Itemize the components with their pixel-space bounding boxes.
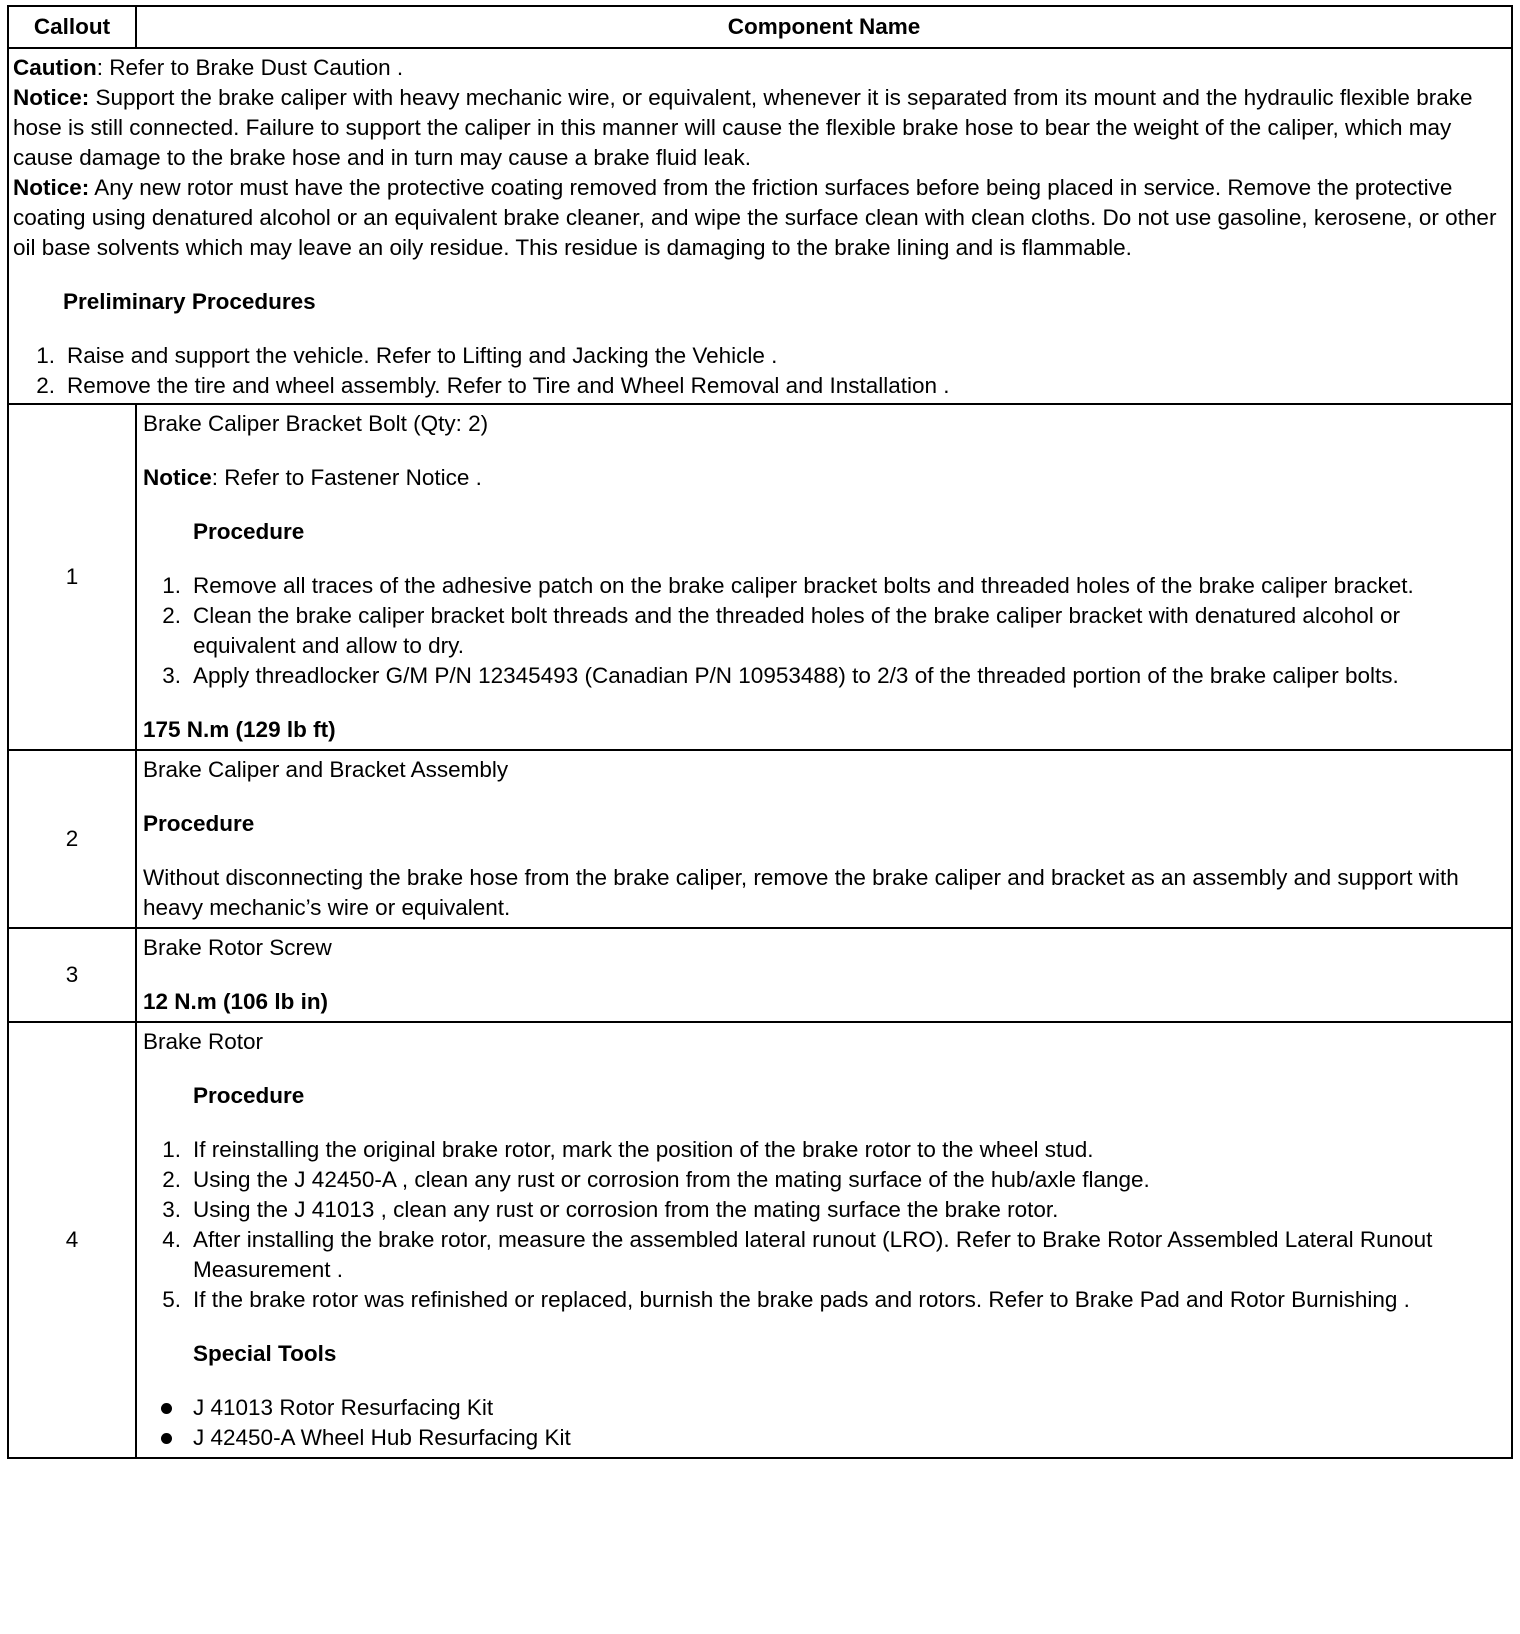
procedure-steps — [143, 1135, 1505, 1315]
step-number: 2. — [162, 603, 181, 628]
notice-support — [13, 83, 1507, 173]
notice-text: Support the brake caliper with heavy mechanic wire, or equivalent, whenever it is separated from its mount and the hydraulic flexible brake hose is still connected. Failure to support the caliper in this manner will cause the flexible brake hose to bear the weight of the caliper, which may cause damage to the brake hose and in turn may cause a brake fluid leak. — [13, 85, 1473, 170]
special-tools-heading: Special Tools — [193, 1341, 337, 1366]
step-text: Apply threadlocker G/M P/N 12345493 (Canadian P/N 10953488) to 2/3 of the threaded portion of the brake caliper bolts. — [193, 663, 1399, 688]
step-number: 1. — [36, 343, 55, 368]
callout-number: 4 — [8, 1022, 136, 1458]
step-text: If reinstalling the original brake rotor, mark the position of the brake rotor to the wheel stud. — [193, 1137, 1094, 1162]
preliminary-heading: Preliminary Procedures — [63, 289, 316, 314]
procedure-heading: Procedure — [193, 1083, 305, 1108]
component-cell — [136, 1022, 1512, 1458]
list-item — [143, 601, 1505, 661]
list-item — [143, 1135, 1505, 1165]
component-name: Brake Caliper Bracket Bolt (Qty: 2) — [143, 411, 489, 436]
list-item — [143, 1285, 1505, 1315]
step-text: Clean the brake caliper bracket bolt threads and the threaded holes of the brake caliper bracket with denatured alcohol or equivalent and allow to dry. — [193, 603, 1400, 658]
torque-spec: 175 N.m (129 lb ft) — [143, 717, 336, 742]
step-number: 2. — [162, 1167, 181, 1192]
caution-line — [13, 53, 1507, 83]
component-name: Brake Rotor — [143, 1029, 264, 1054]
component-cell — [136, 928, 1512, 1022]
list-item — [143, 1423, 1505, 1453]
list-item — [143, 1225, 1505, 1285]
table-row — [8, 1022, 1512, 1458]
procedure-steps — [143, 571, 1505, 691]
notice-line — [143, 463, 1505, 493]
notice-text: : Refer to Fastener Notice . — [211, 465, 482, 490]
step-text: After installing the brake rotor, measure the assembled lateral runout (LRO). Refer to Brake Rotor Assembled Lateral Runout Measurement . — [193, 1227, 1433, 1282]
intro-cell — [8, 48, 1512, 404]
list-item — [143, 661, 1505, 691]
step-number: 3. — [162, 1197, 181, 1222]
notice-text: Any new rotor must have the protective coating removed from the friction surfaces before being placed in service. Remove the protective coating using denatured alcohol or an equivalent brake cleaner, and wipe the surface clean with clean cloths. Do not use gasoline, kerosene, or other oil base solvents which may leave an oily residue. This residue is damaging to the brake lining and is flammable. — [13, 175, 1497, 260]
caution-label: Caution — [13, 55, 97, 80]
header-callout: Callout — [8, 6, 136, 48]
bullet-icon — [161, 1433, 172, 1444]
list-item — [143, 1195, 1505, 1225]
table-row — [8, 750, 1512, 928]
component-name: Brake Rotor Screw — [143, 935, 332, 960]
notice-label: Notice: — [13, 85, 90, 110]
preliminary-steps — [13, 341, 1507, 401]
callout-number: 3 — [8, 928, 136, 1022]
header-component-name: Component Name — [136, 6, 1512, 48]
step-number: 3. — [162, 663, 181, 688]
bullet-icon — [161, 1403, 172, 1414]
tool-text: J 42450-A Wheel Hub Resurfacing Kit — [193, 1425, 571, 1450]
component-table — [7, 5, 1513, 1459]
list-item — [13, 371, 1507, 401]
header-row — [8, 6, 1512, 48]
list-item — [143, 1165, 1505, 1195]
step-number: 1. — [162, 573, 181, 598]
step-text: Remove the tire and wheel assembly. Refer to Tire and Wheel Removal and Installation . — [67, 373, 950, 398]
step-text: Raise and support the vehicle. Refer to Lifting and Jacking the Vehicle . — [67, 343, 778, 368]
table-row — [8, 404, 1512, 750]
step-number: 4. — [162, 1227, 181, 1252]
callout-number: 2 — [8, 750, 136, 928]
procedure-heading: Procedure — [143, 811, 255, 836]
tool-text: J 41013 Rotor Resurfacing Kit — [193, 1395, 494, 1420]
step-text: Remove all traces of the adhesive patch on the brake caliper bracket bolts and threaded holes of the brake caliper bracket. — [193, 573, 1414, 598]
component-cell — [136, 404, 1512, 750]
step-number: 5. — [162, 1287, 181, 1312]
special-tools-list — [143, 1393, 1505, 1453]
step-text: Using the J 41013 , clean any rust or corrosion from the mating surface the brake rotor. — [193, 1197, 1059, 1222]
step-number: 1. — [162, 1137, 181, 1162]
list-item — [143, 571, 1505, 601]
step-number: 2. — [36, 373, 55, 398]
list-item — [143, 1393, 1505, 1423]
component-name: Brake Caliper and Bracket Assembly — [143, 757, 509, 782]
torque-spec: 12 N.m (106 lb in) — [143, 989, 329, 1014]
step-text: If the brake rotor was refinished or replaced, burnish the brake pads and rotors. Refer to Brake Pad and Rotor Burnishing . — [193, 1287, 1410, 1312]
table-row — [8, 928, 1512, 1022]
list-item — [13, 341, 1507, 371]
intro-row — [8, 48, 1512, 404]
component-cell — [136, 750, 1512, 928]
procedure-text: Without disconnecting the brake hose from the brake caliper, remove the brake caliper and bracket as an assembly and support with heavy mechanic’s wire or equivalent. — [143, 865, 1459, 920]
notice-label: Notice: — [13, 175, 90, 200]
caution-text: : Refer to Brake Dust Caution . — [96, 55, 404, 80]
step-text: Using the J 42450-A , clean any rust or corrosion from the mating surface of the hub/axle flange. — [193, 1167, 1150, 1192]
notice-coating — [13, 173, 1507, 263]
procedure-heading: Procedure — [193, 519, 305, 544]
notice-label: Notice — [143, 465, 212, 490]
callout-number: 1 — [8, 404, 136, 750]
